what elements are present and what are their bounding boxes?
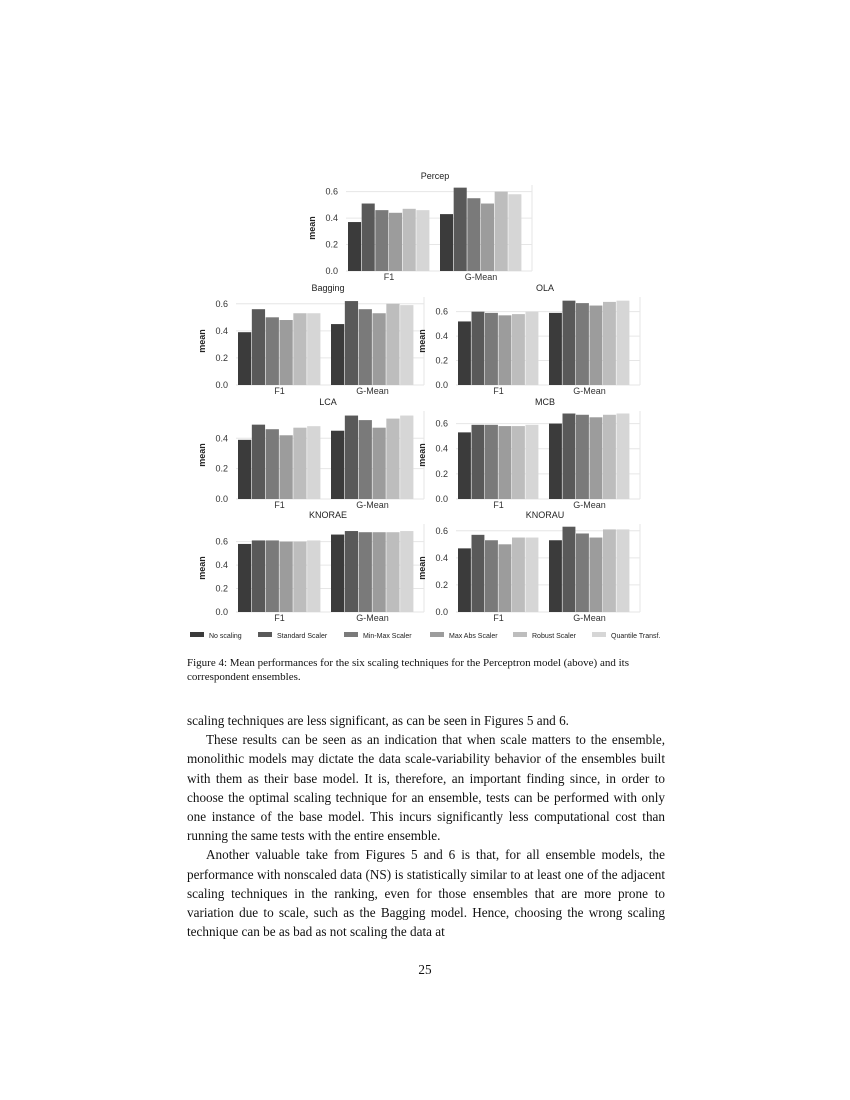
knorae-bar-f1-min-max-scaler: [266, 540, 279, 612]
bagging-ytick-label: 0.4: [215, 325, 228, 336]
bagging-ytick-label: 0.6: [215, 298, 228, 309]
lca-ytick-label: 0.0: [215, 494, 228, 504]
legend-label-quantile-transf-: Quantile Transf.: [611, 633, 661, 640]
ola-bar-f1-standard-scaler: [472, 312, 485, 385]
knorau-bar-f1-min-max-scaler: [485, 540, 498, 612]
legend-label-min-max-scaler: Min-Max Scaler: [363, 633, 412, 640]
mcb-ylabel: mean: [417, 443, 427, 467]
legend-label-robust-scaler: Robust Scaler: [532, 633, 576, 640]
ola-bar-g-mean-max-abs-scaler: [590, 306, 603, 385]
knorae-bar-f1-standard-scaler: [252, 540, 265, 612]
body-paragraph-2: These results can be seen as an indication that when scale matters to the ensemble, monolithic models may dictate the data scale-variability behavior of the ensembles built with them as their base model. It is, therefore, an important finding since, in order to choose the optimal scaling technique for an ensemble, tests can be performed with only one instance of the base model. This incurs significantly less computational cost than running the same tests with the entire ensemble.: [187, 732, 665, 844]
knorae-bar-g-mean-no-scaling: [331, 535, 344, 612]
lca-bar-f1-robust-scaler: [293, 428, 306, 499]
ola-title: OLA: [535, 283, 555, 293]
mcb-ytick-label: 0.0: [435, 494, 448, 504]
percep-ytick-label: 0.0: [325, 266, 338, 276]
mcb-bar-f1-max-abs-scaler: [499, 426, 512, 499]
bagging-bar-f1-max-abs-scaler: [280, 320, 293, 385]
ola-bar-g-mean-no-scaling: [549, 313, 562, 385]
lca-title: LCA: [319, 397, 337, 407]
body-text: [187, 711, 665, 941]
knorau-bar-g-mean-robust-scaler: [603, 529, 616, 612]
lca-ytick-label: 0.2: [215, 463, 228, 474]
mcb-ytick-label: 0.6: [435, 418, 448, 429]
bagging-ylabel: mean: [197, 329, 207, 353]
bagging-bar-f1-quantile-transf-: [307, 313, 320, 385]
percep-bar-g-mean-standard-scaler: [454, 188, 467, 271]
percep-ylabel: mean: [307, 216, 317, 240]
ola-bar-f1-robust-scaler: [512, 314, 525, 385]
lca-bar-f1-quantile-transf-: [307, 426, 320, 499]
body-paragraph-3: Another valuable take from Figures 5 and 6 is that, for all ensemble models, the performance with nonscaled data (NS) is statistically similar to at least one of the adjacent scaling techniques in the ranking, even for those ensembles that are more prone to variation due to scale, such as the Bagging model. Hence, choosing the wrong scaling technique can be as bad as not scaling the data at: [187, 847, 665, 940]
legend-swatch-min-max-scaler: [344, 632, 358, 637]
ola-xtick-label: F1: [493, 386, 504, 396]
bagging-bar-g-mean-max-abs-scaler: [373, 313, 386, 385]
bagging-bar-g-mean-min-max-scaler: [359, 309, 372, 385]
lca-bar-g-mean-max-abs-scaler: [373, 428, 386, 499]
knorau-ylabel: mean: [417, 556, 427, 580]
lca-bar-g-mean-no-scaling: [331, 431, 344, 499]
bagging-bar-f1-min-max-scaler: [266, 317, 279, 385]
percep-bar-g-mean-min-max-scaler: [467, 198, 480, 271]
knorau-xtick-label: G-Mean: [573, 613, 606, 623]
mcb-bar-f1-no-scaling: [458, 432, 471, 499]
legend-label-standard-scaler: Standard Scaler: [277, 633, 328, 640]
ola-bar-f1-min-max-scaler: [485, 313, 498, 385]
mcb-bar-g-mean-min-max-scaler: [576, 415, 589, 499]
ola-ytick-label: 0.2: [435, 355, 448, 366]
legend-label-no-scaling: No scaling: [209, 633, 242, 640]
percep-title: Percep: [420, 171, 450, 181]
lca-bar-f1-no-scaling: [238, 440, 251, 499]
knorau-ytick-label: 0.6: [435, 525, 448, 536]
legend-swatch-max-abs-scaler: [430, 632, 444, 637]
knorae-bar-g-mean-max-abs-scaler: [373, 532, 386, 612]
lca-ytick-label: 0.4: [215, 433, 228, 444]
percep-ytick-label: 0.2: [325, 239, 338, 250]
percep-xtick-label: G-Mean: [464, 272, 498, 282]
bagging-bar-g-mean-no-scaling: [331, 324, 344, 385]
knorau-ytick-label: 0.0: [435, 607, 448, 617]
percep-bar-f1-standard-scaler: [362, 204, 375, 271]
ola-bar-f1-max-abs-scaler: [499, 315, 512, 385]
mcb-bar-g-mean-robust-scaler: [603, 415, 616, 499]
percep-ytick-label: 0.4: [325, 213, 338, 224]
mcb-bar-g-mean-standard-scaler: [563, 414, 576, 499]
lca-bar-f1-standard-scaler: [252, 425, 265, 499]
mcb-bar-f1-standard-scaler: [472, 425, 485, 499]
mcb-bar-f1-quantile-transf-: [526, 425, 539, 499]
knorae-bar-g-mean-quantile-transf-: [400, 531, 413, 612]
body-paragraph-1: scaling techniques are less significant, as can be seen in Figures 5 and 6.: [187, 713, 569, 728]
knorae-ytick-label: 0.4: [215, 560, 228, 571]
knorae-ytick-label: 0.0: [215, 607, 228, 617]
percep-bar-f1-no-scaling: [348, 222, 361, 271]
lca-xtick-label: F1: [274, 500, 285, 510]
ola-xtick-label: G-Mean: [573, 386, 606, 396]
lca-bar-f1-max-abs-scaler: [280, 435, 293, 499]
percep-bar-f1-max-abs-scaler: [389, 213, 402, 271]
legend-swatch-standard-scaler: [258, 632, 272, 637]
knorae-xtick-label: F1: [274, 613, 285, 623]
knorau-bar-f1-standard-scaler: [472, 535, 485, 612]
lca-bar-g-mean-robust-scaler: [386, 419, 399, 499]
knorae-ytick-label: 0.2: [215, 583, 228, 594]
knorau-bar-g-mean-no-scaling: [549, 540, 562, 612]
lca-bar-f1-min-max-scaler: [266, 429, 279, 499]
knorau-bar-g-mean-quantile-transf-: [617, 529, 630, 612]
percep-bar-f1-min-max-scaler: [375, 210, 388, 271]
bagging-ytick-label: 0.0: [215, 380, 228, 390]
mcb-xtick-label: G-Mean: [573, 500, 606, 510]
lca-xtick-label: G-Mean: [356, 500, 389, 510]
page-number: 25: [418, 962, 432, 977]
knorau-ytick-label: 0.4: [435, 552, 448, 563]
ola-ylabel: mean: [417, 329, 427, 353]
percep-xtick-label: F1: [383, 272, 395, 282]
percep-bar-g-mean-robust-scaler: [495, 192, 508, 271]
figure-caption: Figure 4: Mean performances for the six scaling techniques for the Perceptron model (above) and its correspondent ensembles.: [187, 657, 629, 683]
ola-bar-g-mean-quantile-transf-: [617, 301, 630, 385]
lca-bar-g-mean-standard-scaler: [345, 416, 358, 499]
mcb-xtick-label: F1: [493, 500, 504, 510]
mcb-bar-f1-min-max-scaler: [485, 425, 498, 499]
knorau-bar-f1-no-scaling: [458, 548, 471, 612]
legend-swatch-no-scaling: [190, 632, 204, 637]
knorae-bar-g-mean-min-max-scaler: [359, 532, 372, 612]
bagging-bar-g-mean-quantile-transf-: [400, 305, 413, 385]
knorae-bar-f1-max-abs-scaler: [280, 542, 293, 612]
percep-bar-g-mean-max-abs-scaler: [481, 204, 494, 271]
percep-ytick-label: 0.6: [325, 186, 338, 197]
bagging-xtick-label: F1: [274, 386, 285, 396]
bagging-bar-f1-no-scaling: [238, 332, 251, 385]
knorae-title: KNORAE: [308, 510, 348, 520]
mcb-bar-f1-robust-scaler: [512, 426, 525, 499]
knorae-bar-g-mean-robust-scaler: [386, 532, 399, 612]
lca-bar-g-mean-min-max-scaler: [359, 420, 372, 499]
knorae-ytick-label: 0.6: [215, 536, 228, 547]
bagging-ytick-label: 0.2: [215, 352, 228, 363]
knorau-bar-g-mean-standard-scaler: [563, 527, 576, 612]
bagging-bar-g-mean-robust-scaler: [386, 304, 399, 385]
ola-ytick-label: 0.4: [435, 331, 448, 342]
knorau-bar-f1-max-abs-scaler: [499, 544, 512, 612]
bagging-xtick-label: G-Mean: [356, 386, 389, 396]
ola-bar-f1-quantile-transf-: [526, 312, 539, 385]
knorae-bar-f1-robust-scaler: [293, 542, 306, 612]
mcb-ytick-label: 0.2: [435, 468, 448, 479]
percep-bar-g-mean-no-scaling: [440, 214, 453, 271]
mcb-title: MCB: [535, 397, 555, 407]
legend-label-max-abs-scaler: Max Abs Scaler: [449, 633, 498, 640]
percep-bar-f1-quantile-transf-: [416, 210, 429, 271]
knorae-xtick-label: G-Mean: [356, 613, 389, 623]
lca-bar-g-mean-quantile-transf-: [400, 416, 413, 499]
knorau-bar-g-mean-max-abs-scaler: [590, 538, 603, 612]
knorau-title: KNORAU: [525, 510, 565, 520]
mcb-bar-g-mean-max-abs-scaler: [590, 417, 603, 499]
legend-swatch-robust-scaler: [513, 632, 527, 637]
knorae-bar-g-mean-standard-scaler: [345, 531, 358, 612]
bagging-title: Bagging: [311, 283, 345, 293]
ola-ytick-label: 0.0: [435, 380, 448, 390]
ola-bar-g-mean-min-max-scaler: [576, 303, 589, 385]
percep-bar-g-mean-quantile-transf-: [508, 194, 521, 271]
lca-ylabel: mean: [197, 443, 207, 467]
knorau-xtick-label: F1: [493, 613, 504, 623]
bagging-bar-g-mean-standard-scaler: [345, 301, 358, 385]
knorau-bar-f1-robust-scaler: [512, 538, 525, 612]
knorau-ytick-label: 0.2: [435, 579, 448, 590]
ola-ytick-label: 0.6: [435, 306, 448, 317]
mcb-bar-g-mean-no-scaling: [549, 424, 562, 499]
ola-bar-g-mean-standard-scaler: [563, 301, 576, 385]
ola-bar-f1-no-scaling: [458, 321, 471, 385]
bagging-bar-f1-standard-scaler: [252, 309, 265, 385]
percep-bar-f1-robust-scaler: [403, 209, 416, 271]
knorau-bar-g-mean-min-max-scaler: [576, 533, 589, 612]
legend-swatch-quantile-transf-: [592, 632, 606, 637]
mcb-bar-g-mean-quantile-transf-: [617, 414, 630, 499]
mcb-ytick-label: 0.4: [435, 443, 448, 454]
knorae-bar-f1-no-scaling: [238, 544, 251, 612]
knorau-bar-f1-quantile-transf-: [526, 538, 539, 612]
knorae-bar-f1-quantile-transf-: [307, 540, 320, 612]
bagging-bar-f1-robust-scaler: [293, 313, 306, 385]
knorae-ylabel: mean: [197, 556, 207, 580]
ola-bar-g-mean-robust-scaler: [603, 302, 616, 385]
